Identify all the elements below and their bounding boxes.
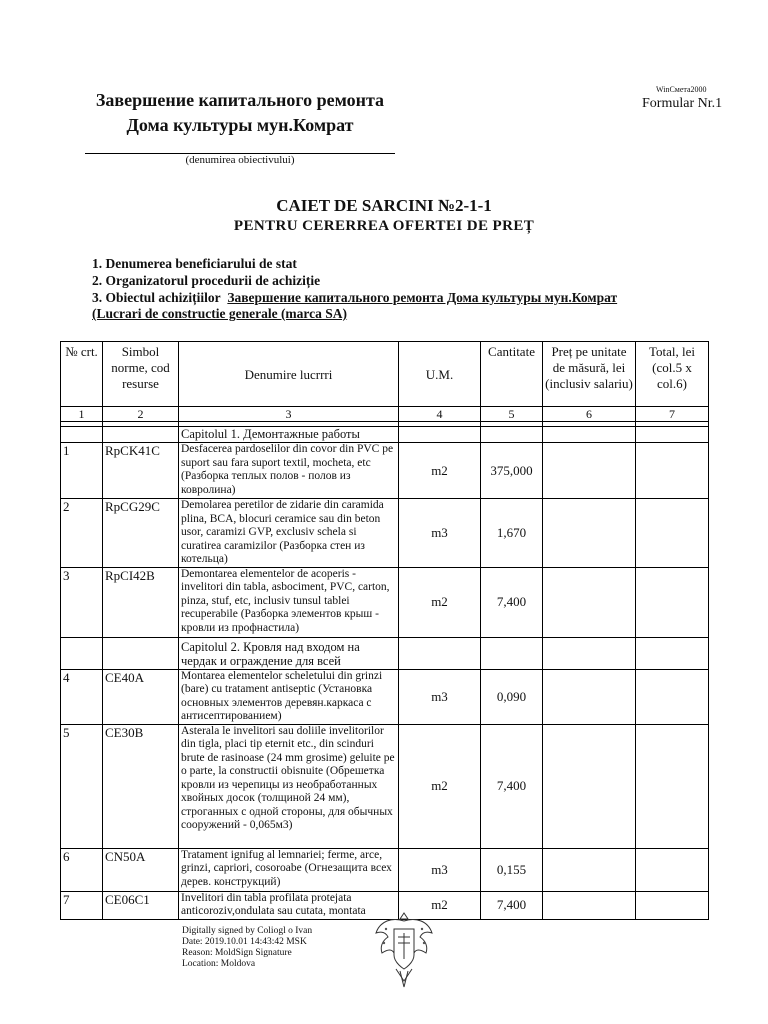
info-object-label: 3. Obiectul achizițiilor	[92, 290, 221, 305]
col-number: 6	[543, 407, 636, 422]
row-quantity: 7,400	[481, 891, 543, 919]
table-row	[61, 443, 709, 499]
chapter-row	[61, 637, 709, 669]
digital-signature	[182, 926, 312, 970]
row-total	[636, 443, 709, 499]
info-object-value: Завершение капитального ремонта Дома культуры мун.Комрат	[227, 290, 618, 305]
row-total	[636, 891, 709, 919]
row-total	[636, 669, 709, 724]
table-row	[61, 669, 709, 724]
table-row	[61, 499, 709, 568]
row-code: RpCG29C	[103, 499, 179, 568]
table-row	[61, 848, 709, 891]
row-quantity: 0,155	[481, 848, 543, 891]
col-number: 2	[103, 407, 179, 422]
row-unit: m3	[399, 669, 481, 724]
header-quantity: Cantitate	[481, 342, 543, 407]
header-description: Denumire lucrrri	[179, 342, 399, 407]
form-number: Formular Nr.1	[642, 96, 723, 111]
row-unit-price	[543, 669, 636, 724]
col-number: 3	[179, 407, 399, 422]
row-unit-price	[543, 499, 636, 568]
row-nr: 5	[61, 724, 103, 848]
col-number: 7	[636, 407, 709, 422]
chapter-title: Capitolul 1. Демонтажные работы	[179, 427, 399, 443]
works-table	[60, 341, 709, 920]
row-unit: m2	[399, 724, 481, 848]
object-title: Завершение капитального ремонта Дома культуры мун.Комрат	[95, 90, 385, 135]
col-number: 1	[61, 407, 103, 422]
row-nr: 6	[61, 848, 103, 891]
row-code: CE06C1	[103, 891, 179, 919]
chapter-row	[61, 427, 709, 443]
row-code: CE30B	[103, 724, 179, 848]
row-description: Tratament ignifug al lemnariei; ferme, arce, grinzi, capriori, cosoroabe (Огнезащита всех дерев. конструкций)	[179, 848, 399, 891]
info-organizer: 2. Organizatorul procedurii de achiziție	[92, 273, 321, 288]
info-object	[92, 290, 617, 306]
row-unit: m2	[399, 891, 481, 919]
row-unit: m2	[399, 567, 481, 637]
row-nr: 4	[61, 669, 103, 724]
coat-of-arms-icon	[372, 907, 436, 989]
row-description: Asterala le invelitori sau doliile invelitorilor din tigla, placi tip eternit etc., din scinduri brute de rasinoase (24 mm grosime) geluite pe o parte, la constructii obisnuite (Обрешетка кровли из черепицы из необработанных хвойных досок (толщиной 24 мм), строганных с одной стороны, для обычных сооружений - 0,065м3)	[179, 724, 399, 848]
row-quantity: 7,400	[481, 567, 543, 637]
table-row	[61, 567, 709, 637]
row-unit-price	[543, 567, 636, 637]
header-nr: № crt.	[61, 342, 103, 407]
row-description: Demolarea peretilor de zidarie din caramida plina, BCA, blocuri ceramice sau din beton usor, caramizi GVP, exclusiv schela si curatirea caramizilor (Разборка стен из котельца)	[179, 499, 399, 568]
row-total	[636, 567, 709, 637]
row-unit: m2	[399, 443, 481, 499]
table-row	[61, 724, 709, 848]
signature-signer: Digitally signed by Coliogl o Ivan	[182, 926, 313, 936]
row-code: CN50A	[103, 848, 179, 891]
row-description: Demontarea elementelor de acoperis - invelitori din tabla, asbociment, PVC, carton, pinza, stuf, etc, inclusiv tunsul tablei recuperabile (Разборка элементов крыш - кровли из профнастила)	[179, 567, 399, 637]
row-nr: 1	[61, 443, 103, 499]
row-quantity: 1,670	[481, 499, 543, 568]
signature-reason: Reason: MoldSign Signature	[182, 948, 292, 958]
row-total	[636, 724, 709, 848]
row-unit: m3	[399, 848, 481, 891]
row-code: CE40A	[103, 669, 179, 724]
row-code: RpCK41C	[103, 443, 179, 499]
chapter-title: Capitolul 2. Кровля над входом на чердак и ограждение для всей	[179, 637, 399, 669]
column-number-row	[61, 407, 709, 422]
signature-location: Location: Moldova	[182, 959, 256, 969]
row-unit: m3	[399, 499, 481, 568]
row-quantity: 0,090	[481, 669, 543, 724]
row-description: Montarea elementelor scheletului din grinzi (bare) cu tratament antiseptic (Установка основных элементов деревян.каркаса с антисептированием)	[179, 669, 399, 724]
row-description: Desfacerea pardoselilor din covor din PVC pe suport sau fara suport textil, mocheta, etc (Разборка теплых полов - полов из ковролина)	[179, 443, 399, 499]
row-unit-price	[543, 891, 636, 919]
document-title: CAIET DE SARCINI №2-1-1	[276, 196, 492, 215]
row-nr: 3	[61, 567, 103, 637]
row-quantity: 375,000	[481, 443, 543, 499]
signature-date: Date: 2019.10.01 14:43:42 MSK	[182, 937, 307, 947]
header-unit-price: Preț pe unitate de măsură, lei (inclusiv salariu)	[543, 342, 636, 407]
object-caption: (denumirea obiectivului)	[185, 154, 295, 166]
row-code: RpCI42B	[103, 567, 179, 637]
row-unit-price	[543, 724, 636, 848]
row-total	[636, 499, 709, 568]
col-number: 4	[399, 407, 481, 422]
row-total	[636, 848, 709, 891]
header-total: Total, lei (col.5 x col.6)	[636, 342, 709, 407]
table-header-row	[61, 342, 709, 407]
row-unit-price	[543, 848, 636, 891]
info-work-type: (Lucrari de constructie generale (marca SA)	[92, 306, 348, 321]
header-code: Simbol norme, cod resurse	[103, 342, 179, 407]
row-quantity: 7,400	[481, 724, 543, 848]
row-nr: 2	[61, 499, 103, 568]
col-number: 5	[481, 407, 543, 422]
info-beneficiary: 1. Denumerea beneficiarului de stat	[92, 256, 297, 271]
row-nr: 7	[61, 891, 103, 919]
header-unit: U.M.	[399, 342, 481, 407]
software-label: WinСмета2000	[656, 85, 707, 94]
row-unit-price	[543, 443, 636, 499]
row-description: Invelitori din tabla profilata protejata anticoroziv,ondulata sau cutata, montata	[179, 891, 399, 919]
document-subtitle: PENTRU CERERREA OFERTEI DE PREȚ	[233, 218, 535, 234]
